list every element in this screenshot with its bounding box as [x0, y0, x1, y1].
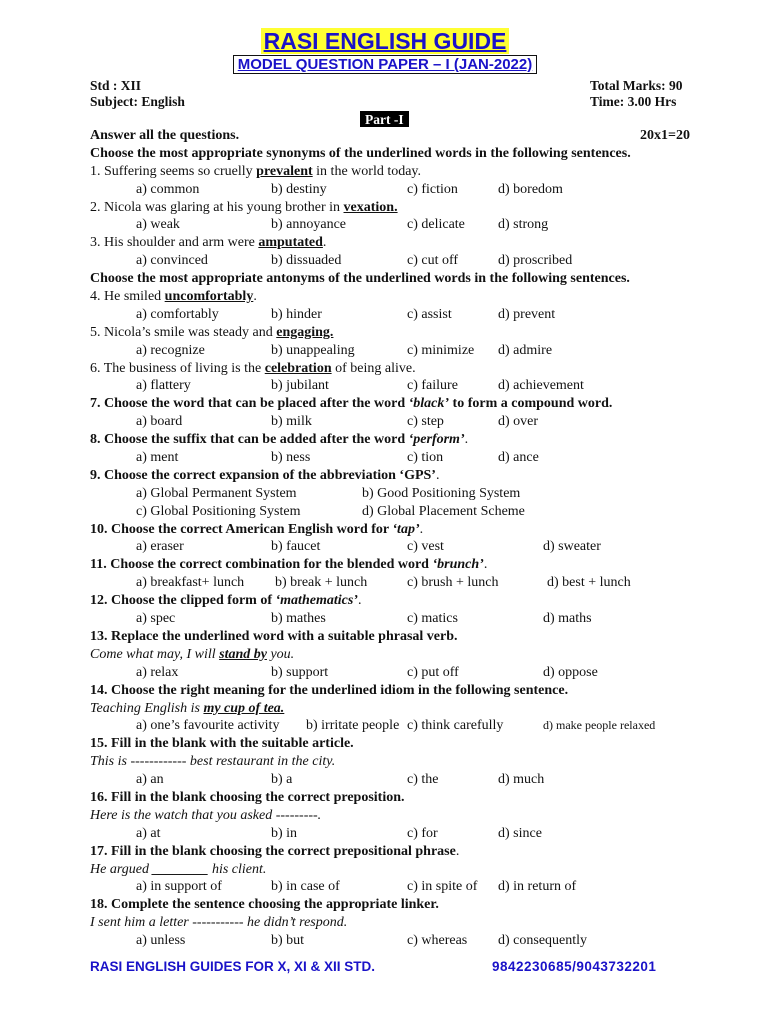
- option-b: b) faucet: [271, 539, 321, 555]
- option-d: d) proscribed: [498, 253, 573, 269]
- sentence-18: I sent him a letter ----------- he didn’t respond.: [90, 915, 348, 931]
- option-b: b) but: [271, 933, 305, 949]
- options-3: [90, 252, 690, 270]
- option-b: b) in: [271, 825, 298, 841]
- option-a: a) flattery: [136, 378, 191, 394]
- option-a: a) an: [136, 772, 164, 788]
- option-a: a) relax: [136, 664, 179, 680]
- synonyms-heading: Choose the most appropriate synonyms of the underlined words in the following sentences.: [90, 145, 631, 161]
- question-15: 15. Fill in the blank with the suitable article.: [90, 736, 354, 752]
- sentence-14: Teaching English is my cup of tea.: [90, 700, 285, 716]
- option-b: b) Good Positioning System: [362, 485, 521, 501]
- option-c: c) minimize: [407, 342, 475, 358]
- options-9-row2: [90, 503, 690, 521]
- blank: ________: [152, 861, 209, 877]
- option-b: b) hinder: [271, 306, 322, 322]
- question-18: 18. Complete the sentence choosing the appropriate linker.: [90, 897, 439, 913]
- option-a: a) board: [136, 414, 183, 430]
- option-c: c) matics: [407, 611, 458, 627]
- option-c: c) Global Positioning System: [136, 503, 301, 519]
- option-d: d) admire: [498, 342, 553, 358]
- options-9-row1: [90, 485, 690, 503]
- option-d: d) ance: [498, 450, 539, 466]
- exam-meta-right: [590, 78, 683, 110]
- underlined-word: amputated: [258, 235, 323, 251]
- option-b: b) unappealing: [271, 342, 355, 358]
- option-c: c) fiction: [407, 181, 458, 197]
- option-d: d) make people relaxed: [543, 718, 656, 733]
- option-b: b) annoyance: [271, 217, 347, 233]
- marks-label: 20x1=20: [640, 128, 690, 143]
- option-a: a) eraser: [136, 539, 184, 555]
- option-c: c) failure: [407, 378, 458, 394]
- page-subtitle: MODEL QUESTION PAPER – I (JAN-2022): [0, 56, 770, 73]
- options-14: [90, 717, 690, 735]
- option-a: a) common: [136, 181, 200, 197]
- option-c: c) tion: [407, 450, 444, 466]
- option-d: d) since: [498, 825, 542, 841]
- question-5: 5. Nicola’s smile was steady and engaging.: [90, 324, 334, 340]
- footer-phone: 9842230685/9043732201: [492, 959, 657, 974]
- underlined-word: stand by: [219, 646, 267, 662]
- questions-body: [90, 127, 690, 950]
- options-12: [90, 610, 690, 628]
- option-c: c) brush + lunch: [407, 575, 499, 591]
- option-d: d) consequently: [498, 933, 588, 949]
- option-d: d) over: [498, 414, 539, 430]
- option-d: d) sweater: [543, 539, 601, 555]
- option-a: a) recognize: [136, 342, 205, 358]
- sentence-16: Here is the watch that you asked ---------.: [90, 807, 322, 823]
- options-6: [90, 377, 690, 395]
- question-10: 10. Choose the correct American English word for ‘tap’.: [90, 521, 424, 537]
- options-1: [90, 181, 690, 199]
- question-6: 6. The business of living is the celebration of being alive.: [90, 360, 416, 376]
- options-4: [90, 306, 690, 324]
- sentence-17: He argued ________ his client.: [90, 861, 267, 877]
- options-15: [90, 771, 690, 789]
- option-a: a) at: [136, 825, 161, 841]
- std-label: Std : XII: [90, 78, 142, 93]
- options-2: [90, 216, 690, 234]
- question-16: 16. Fill in the blank choosing the correct preposition.: [90, 789, 405, 805]
- option-a: a) weak: [136, 217, 180, 233]
- options-11: [90, 574, 690, 592]
- option-a: a) comfortably: [136, 306, 219, 322]
- question-9: 9. Choose the correct expansion of the abbreviation ‘GPS’.: [90, 467, 440, 483]
- options-17: [90, 878, 690, 896]
- question-8: 8. Choose the suffix that can be added after the word ‘perform’.: [90, 432, 469, 448]
- question-4: 4. He smiled uncomfortably.: [90, 289, 257, 305]
- question-12: 12. Choose the clipped form of ‘mathematics’.: [90, 593, 362, 609]
- option-b: b) jubilant: [271, 378, 329, 394]
- option-c: c) the: [407, 772, 439, 788]
- sentence-15: This is ------------ best restaurant in the city.: [90, 754, 336, 770]
- page-title: RASI ENGLISH GUIDE: [0, 28, 770, 55]
- option-d: d) strong: [498, 217, 549, 233]
- question-13: 13. Replace the underlined word with a suitable phrasal verb.: [90, 628, 458, 644]
- option-a: a) unless: [136, 933, 186, 949]
- question-2: 2. Nicola was glaring at his young brother in vexation.: [90, 199, 398, 215]
- option-a: a) in support of: [136, 879, 222, 895]
- options-7: [90, 413, 690, 431]
- options-18: [90, 932, 690, 950]
- options-10: [90, 538, 690, 556]
- option-d: d) prevent: [498, 306, 556, 322]
- antonyms-heading: Choose the most appropriate antonyms of the underlined words in the following sentences.: [90, 271, 630, 287]
- option-a: a) spec: [136, 611, 176, 627]
- option-c: c) think carefully: [407, 718, 504, 734]
- option-c: c) for: [407, 825, 438, 841]
- option-c: c) delicate: [407, 217, 465, 233]
- option-b: b) milk: [271, 414, 312, 430]
- underlined-idiom: my cup of tea.: [203, 700, 285, 716]
- option-b: b) ness: [271, 450, 311, 466]
- option-c: c) put off: [407, 664, 459, 680]
- footer-publisher: RASI ENGLISH GUIDES FOR X, XI & XII STD.: [90, 959, 376, 974]
- option-d: d) maths: [543, 611, 592, 627]
- option-a: a) one’s favourite activity: [136, 718, 280, 734]
- underlined-word: celebration: [264, 360, 332, 376]
- option-d: d) achievement: [498, 378, 584, 394]
- time-label: Time: 3.00 Hrs: [590, 94, 677, 109]
- total-marks-label: Total Marks: 90: [590, 78, 683, 93]
- question-11: 11. Choose the correct combination for the blended word ‘brunch’.: [90, 557, 488, 573]
- option-c: c) assist: [407, 306, 452, 322]
- option-a: a) breakfast+ lunch: [136, 575, 245, 591]
- option-a: a) convinced: [136, 253, 208, 269]
- option-d: d) oppose: [543, 664, 598, 680]
- sentence-13: Come what may, I will stand by you.: [90, 646, 295, 662]
- exam-meta-left: [90, 78, 185, 110]
- option-a: a) ment: [136, 450, 179, 466]
- option-c: c) step: [407, 414, 444, 430]
- underlined-word: uncomfortably: [164, 289, 254, 305]
- option-d: d) in return of: [498, 879, 577, 895]
- option-b: b) a: [271, 772, 293, 788]
- option-b: b) support: [271, 664, 329, 680]
- options-13: [90, 664, 690, 682]
- option-c: c) whereas: [407, 933, 468, 949]
- options-16: [90, 825, 690, 843]
- options-5: [90, 342, 690, 360]
- question-7: 7. Choose the word that can be placed after the word ‘black’ to form a compound word.: [90, 396, 613, 412]
- option-b: b) destiny: [271, 181, 327, 197]
- option-c: c) vest: [407, 539, 444, 555]
- option-b: b) break + lunch: [275, 575, 368, 591]
- option-d: d) much: [498, 772, 545, 788]
- instruction-line: Answer all the questions. 20x1=20: [90, 128, 690, 143]
- option-d: d) boredom: [498, 181, 563, 197]
- question-14: 14. Choose the right meaning for the underlined idiom in the following sentence.: [90, 682, 569, 698]
- option-b: b) in case of: [271, 879, 340, 895]
- part-heading: Part -I: [360, 111, 409, 127]
- option-c: c) cut off: [407, 253, 459, 269]
- option-c: c) in spite of: [407, 879, 478, 895]
- option-a: a) Global Permanent System: [136, 485, 297, 501]
- underlined-word: vexation.: [343, 199, 398, 215]
- question-3: 3. His shoulder and arm were amputated.: [90, 235, 327, 251]
- underlined-word: prevalent: [256, 163, 313, 179]
- question-1: 1. Suffering seems so cruelly prevalent in the world today.: [90, 163, 422, 179]
- options-8: [90, 449, 690, 467]
- option-d: d) best + lunch: [547, 575, 631, 591]
- option-d: d) Global Placement Scheme: [362, 503, 525, 519]
- option-b: b) dissuaded: [271, 253, 342, 269]
- underlined-word: engaging.: [276, 324, 334, 340]
- option-b: b) irritate people: [306, 718, 400, 734]
- subject-label: Subject: English: [90, 94, 185, 109]
- option-b: b) mathes: [271, 611, 326, 627]
- question-17: 17. Fill in the blank choosing the correct prepositional phrase.: [90, 843, 460, 859]
